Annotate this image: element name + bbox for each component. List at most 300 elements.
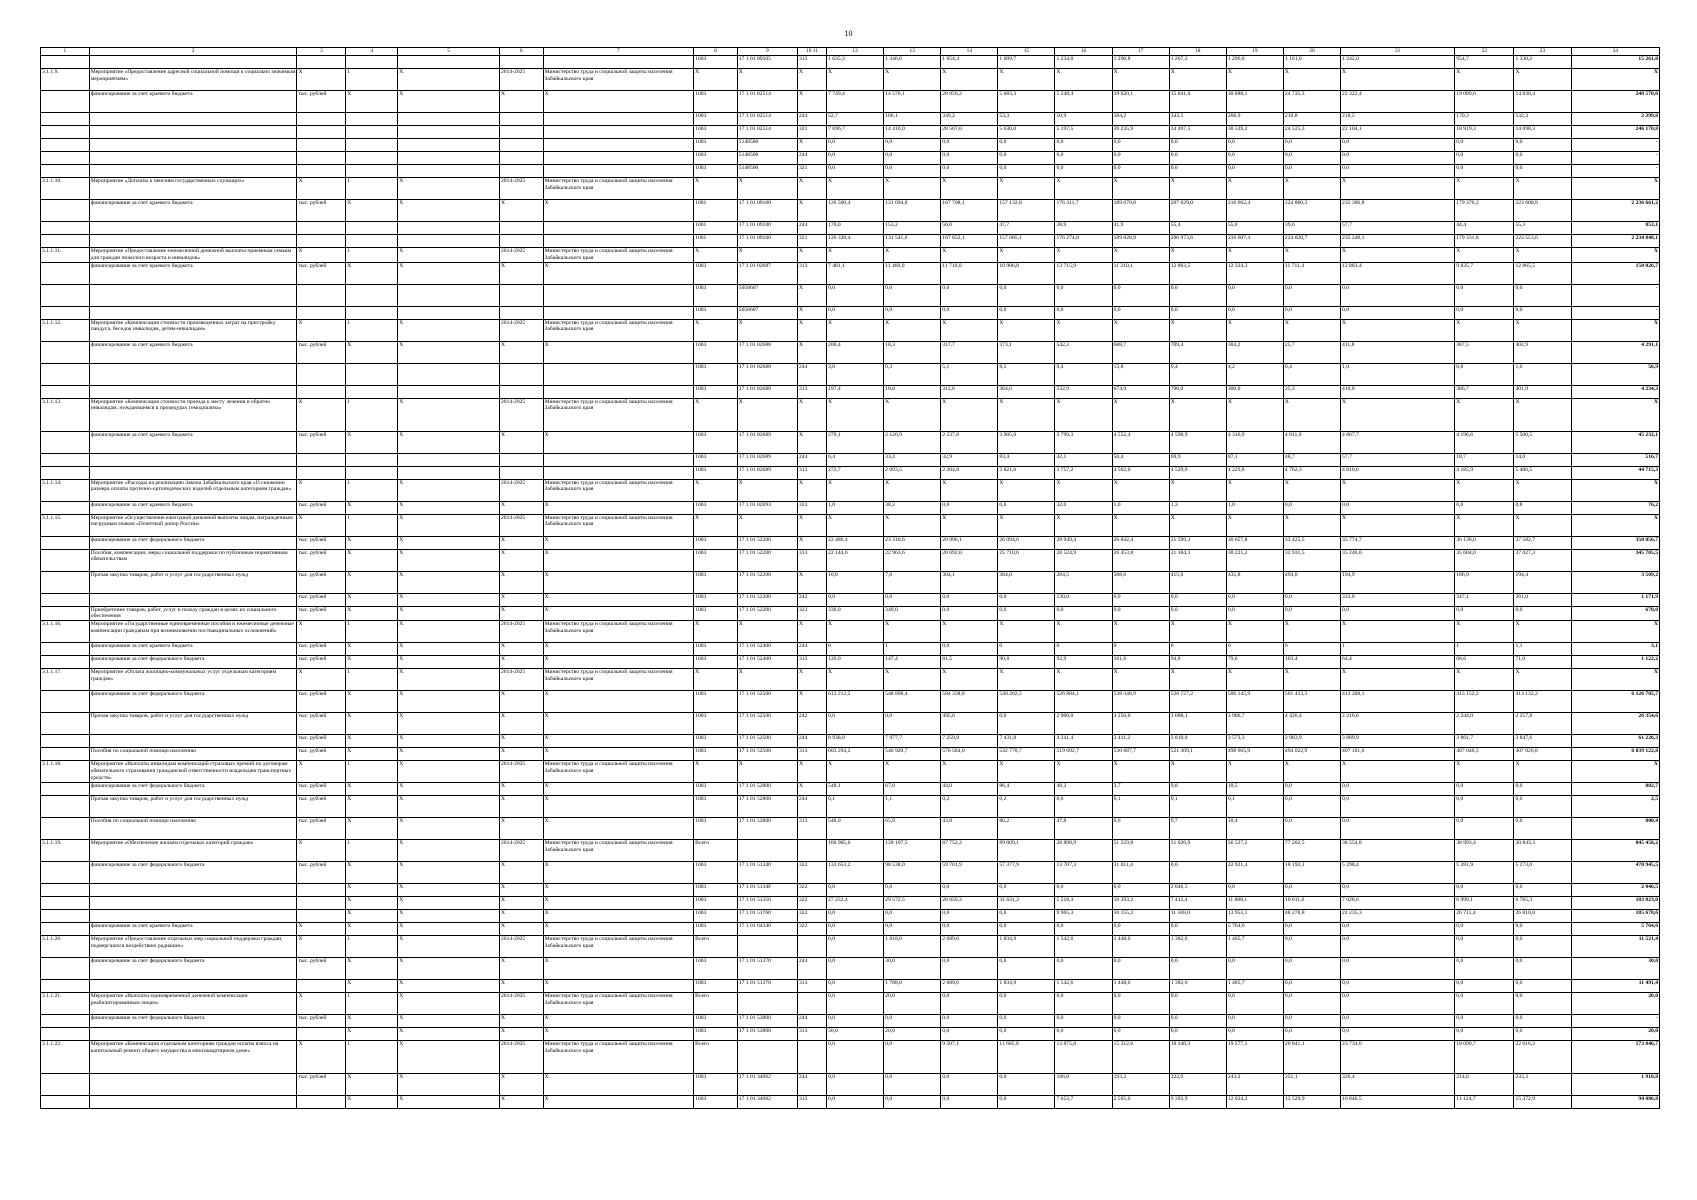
table-cell: 0,0: [998, 501, 1055, 514]
column-number-cell: 22: [1455, 48, 1514, 56]
table-cell: [89, 593, 297, 606]
table-cell: 0,0: [827, 139, 884, 152]
table-cell: 216 662,4: [1226, 200, 1283, 222]
table-cell: Пособия по социальной помощи населению: [89, 748, 297, 761]
table-cell: X: [737, 69, 797, 91]
table-cell: 0: [1226, 643, 1283, 656]
table-cell: 200,4: [827, 341, 884, 363]
table-cell: X: [884, 479, 941, 501]
table-cell: X: [1169, 398, 1226, 431]
table-cell: 0,0: [998, 910, 1055, 923]
table-cell: 244: [797, 958, 826, 980]
table-cell: X: [499, 910, 543, 923]
table-cell: X: [1169, 761, 1226, 783]
table-cell: -: [1571, 139, 1659, 152]
table-cell: X: [398, 1015, 500, 1028]
table-cell: 3 847,6: [1514, 735, 1571, 748]
table-cell: X: [941, 514, 998, 536]
table-cell: 11 460,0: [884, 262, 941, 284]
table-cell: 32,0: [1055, 501, 1112, 514]
table-cell: 521 309,1: [1169, 748, 1226, 761]
table-cell: [499, 466, 543, 479]
table-cell: X: [499, 923, 543, 936]
table-cell: 0,0: [884, 152, 941, 165]
table-cell: [499, 453, 543, 466]
table-cell: X: [1514, 479, 1571, 501]
table-cell: 126 330,4: [827, 235, 884, 248]
table-row: [41, 993, 1660, 1015]
table-cell: [346, 139, 398, 152]
table-cell: 0,0: [827, 1015, 884, 1028]
table-cell: X: [346, 980, 398, 993]
table-cell: 3 810,0: [1169, 735, 1226, 748]
table-cell: [41, 222, 90, 235]
table-cell: 0,0: [1514, 783, 1571, 796]
table-cell: [543, 466, 694, 479]
table-cell: Министерство труда и социальной защиты населения Забайкальского края: [543, 479, 694, 501]
table-cell: Мероприятие «Компенсация стоимости произведенных затрат на пристройку пандуса, беседок инвалидам, детям-инвалидам»: [89, 319, 297, 341]
table-cell: X: [346, 593, 398, 606]
table-cell: 0,0: [1112, 1028, 1169, 1041]
table-cell: 313: [797, 385, 826, 398]
table-cell: Министерство труда и социальной защиты населения Забайкальского края: [543, 761, 694, 783]
table-cell: X: [346, 341, 398, 363]
table-cell: X: [499, 501, 543, 514]
table-cell: Прочая закупка товаров, работ и услуг для государственных нужд: [89, 713, 297, 735]
table-cell: 17 1 01 09100: [737, 235, 797, 248]
table-cell: [346, 235, 398, 248]
table-cell: -: [1571, 1015, 1659, 1028]
table-cell: 1: [884, 643, 941, 656]
table-cell: [41, 796, 90, 818]
column-number-cell: 4: [346, 48, 398, 56]
table-cell: 4 185,9: [1455, 466, 1514, 479]
table-cell: X: [1112, 479, 1169, 501]
table-cell: 0,0: [1169, 923, 1226, 936]
table-cell: 800,4: [1571, 818, 1659, 840]
table-cell: 0,0: [1226, 139, 1283, 152]
table-cell: 0,0: [1226, 884, 1283, 897]
table-cell: [499, 385, 543, 398]
table-cell: 0,0: [1341, 884, 1455, 897]
table-cell: 0,0: [1341, 139, 1455, 152]
table-cell: 540 920,7: [884, 748, 941, 761]
table-cell: X: [346, 748, 398, 761]
table-cell: [41, 549, 90, 571]
table-cell: X: [297, 514, 346, 536]
table-cell: X: [398, 643, 500, 656]
table-cell: 347,1: [1455, 593, 1514, 606]
table-cell: 170,0: [827, 222, 884, 235]
table-cell: X: [1112, 669, 1169, 691]
table-cell: 224 860,3: [1283, 200, 1340, 222]
table-cell: 16 846,5: [1341, 1096, 1455, 1109]
table-cell: 576 584,0: [941, 748, 998, 761]
table-cell: X: [737, 621, 797, 643]
table-cell: 1003: [694, 152, 738, 165]
column-number-cell: 12: [827, 48, 884, 56]
table-cell: 39 235,9: [1112, 126, 1169, 139]
table-cell: X: [346, 923, 398, 936]
table-cell: 36 138,0: [1455, 536, 1514, 549]
table-cell: 0,0: [1341, 783, 1455, 796]
table-cell: 17 1 01 64340: [737, 923, 797, 936]
table-cell: [398, 466, 500, 479]
table-cell: 1003: [694, 453, 738, 466]
table-cell: 3.1.1.13.: [41, 398, 90, 431]
table-cell: 1: [346, 621, 398, 643]
table-cell: 2 257,8: [1514, 713, 1571, 735]
table-cell: 34 497,5: [1169, 126, 1226, 139]
table-cell: X: [1169, 669, 1226, 691]
table-cell: [499, 56, 543, 69]
table-cell: 323: [797, 606, 826, 621]
table-cell: 5 764,6: [1571, 923, 1659, 936]
table-cell: X: [1571, 69, 1659, 91]
table-cell: 1,3: [1169, 501, 1226, 514]
table-cell: 2 216,6: [1341, 713, 1455, 735]
table-cell: [797, 1041, 826, 1074]
table-cell: 0,0: [1226, 1028, 1283, 1041]
table-cell: 0,0: [1341, 958, 1455, 980]
table-cell: 20 996,1: [941, 536, 998, 549]
table-cell: Приобретение товаров, работ, услуг в пользу граждан в целях их социального обеспечения: [89, 606, 297, 621]
table-cell: X: [398, 862, 500, 884]
table-cell: 340,0: [884, 606, 941, 621]
table-cell: 10,4: [1226, 818, 1283, 840]
table-cell: 0,0: [1169, 1015, 1226, 1028]
table-cell: 0,0: [1112, 1015, 1169, 1028]
table-cell: Министерство труда и социальной защиты населения Забайкальского края: [543, 69, 694, 91]
table-cell: 516,7: [1571, 453, 1659, 466]
table-cell: 179 331,8: [1455, 235, 1514, 248]
table-cell: 1: [1455, 643, 1514, 656]
table-cell: [737, 1041, 797, 1074]
table-cell: 30,0: [884, 958, 941, 980]
table-cell: 157 085,1: [998, 235, 1055, 248]
table-cell: 2014-2025: [499, 1041, 543, 1074]
table-cell: X: [1283, 178, 1340, 200]
table-cell: 71,0: [1514, 656, 1571, 669]
table-cell: 2 900,0: [1055, 713, 1112, 735]
table-cell: 89 009,1: [998, 840, 1055, 862]
table-cell: 1 234,0: [1055, 56, 1112, 69]
table-cell: 235 248,1: [1341, 235, 1455, 248]
table-cell: 120,0: [827, 656, 884, 669]
table-cell: X: [827, 248, 884, 263]
table-cell: 38,9: [1055, 222, 1112, 235]
table-cell: 0,0: [1055, 306, 1112, 319]
column-number-cell: 2: [89, 48, 297, 56]
table-cell: 51 559,8: [1112, 840, 1169, 862]
table-cell: финансирование за счет краевого бюджета: [89, 91, 297, 113]
table-cell: X: [797, 341, 826, 363]
table-cell: 170,3: [1455, 113, 1514, 126]
table-cell: 87,1: [1226, 453, 1283, 466]
table-cell: X: [1112, 514, 1169, 536]
table-cell: 17 1 01 82688: [737, 341, 797, 363]
table-cell: X: [1571, 621, 1659, 643]
table-cell: 26 810,8: [1514, 910, 1571, 923]
table-cell: X: [797, 514, 826, 536]
table-cell: [41, 56, 90, 69]
table-cell: 413 208,1: [1341, 691, 1455, 713]
table-cell: 304,1: [941, 571, 998, 593]
table-cell: 14 830,4: [1514, 91, 1571, 113]
table-cell: 0,0: [1169, 152, 1226, 165]
table-cell: 0,0: [1341, 152, 1455, 165]
table-cell: 0,0: [998, 1028, 1055, 1041]
table-cell: 0,0: [941, 165, 998, 178]
table-cell: X: [827, 669, 884, 691]
table-row: [41, 606, 1660, 621]
table-cell: 24 735,3: [1283, 91, 1340, 113]
table-cell: X: [398, 993, 500, 1015]
table-cell: 22 921,4: [1226, 862, 1283, 884]
table-cell: Всего: [694, 936, 738, 958]
table-cell: 1 542,6: [1055, 936, 1112, 958]
table-cell: [499, 113, 543, 126]
table-cell: 0,0: [1514, 606, 1571, 621]
table-cell: 2014-2025: [499, 669, 543, 691]
table-cell: 1: [346, 993, 398, 1015]
table-cell: [41, 363, 90, 385]
table-cell: 1003: [694, 980, 738, 993]
table-cell: X: [398, 248, 500, 263]
table-cell: X: [884, 669, 941, 691]
table-cell: Пособия, компенсации, меры социальной поддержки по публичным нормативным обязательствам: [89, 549, 297, 571]
table-cell: [41, 862, 90, 884]
table-cell: 244: [797, 222, 826, 235]
table-cell: 349,2: [941, 113, 998, 126]
table-cell: 18,0: [884, 385, 941, 398]
table-cell: 954,7: [1455, 56, 1514, 69]
table-cell: X: [1112, 761, 1169, 783]
table-cell: X: [1455, 761, 1514, 783]
table-cell: 0,0: [998, 993, 1055, 1015]
table-cell: X: [694, 514, 738, 536]
table-cell: X: [297, 840, 346, 862]
table-cell: 4 598,9: [1169, 431, 1226, 453]
table-cell: X: [297, 319, 346, 341]
table-cell: X: [499, 897, 543, 910]
table-cell: 9 507,1: [941, 1041, 998, 1074]
table-cell: 10,8: [827, 571, 884, 593]
table-cell: 0,0: [1341, 1015, 1455, 1028]
table-cell: 0,0: [1455, 818, 1514, 840]
table-cell: 4 229,8: [1226, 466, 1283, 479]
table-cell: 0,0: [941, 1096, 998, 1109]
table-cell: 0,0: [827, 936, 884, 958]
table-cell: X: [543, 897, 694, 910]
table-cell: 26 842,4: [1112, 536, 1169, 549]
table-cell: 0,0: [1341, 936, 1455, 958]
table-cell: 0,0: [998, 606, 1055, 621]
table-cell: [543, 126, 694, 139]
table-row: [41, 1096, 1660, 1109]
table-cell: X: [346, 691, 398, 713]
table-row: [41, 796, 1660, 818]
table-cell: тыс. рублей: [297, 501, 346, 514]
table-cell: 7 481,1: [827, 262, 884, 284]
table-cell: 506 145,9: [1226, 691, 1283, 713]
table-cell: 1003: [694, 536, 738, 549]
table-cell: 26 711,4: [1455, 910, 1514, 923]
table-row: [41, 165, 1660, 178]
table-cell: 5148500: [737, 165, 797, 178]
table-cell: 13 715,9: [1055, 262, 1112, 284]
table-cell: [346, 466, 398, 479]
table-cell: 101,6: [1112, 656, 1169, 669]
table-cell: X: [1169, 69, 1226, 91]
table-cell: 25 710,6: [998, 549, 1055, 571]
table-cell: [41, 884, 90, 897]
table-cell: финансирование за счет федерального бюджета: [89, 691, 297, 713]
table-cell: 0,0: [941, 643, 998, 656]
table-cell: тыс. рублей: [297, 691, 346, 713]
table-cell: Мероприятие «Государственные единовременные пособия и ежемесячные денежные компенсации гражданам при возникновении поствакцинальных осложнений»: [89, 621, 297, 643]
table-cell: 612 212,2: [827, 691, 884, 713]
table-cell: [41, 466, 90, 479]
table-cell: [499, 165, 543, 178]
table-cell: [41, 910, 90, 923]
table-cell: 19 277,1: [1226, 1041, 1283, 1074]
table-cell: X: [694, 248, 738, 263]
table-cell: X: [827, 514, 884, 536]
table-cell: 20,0: [884, 1028, 941, 1041]
table-cell: X: [297, 398, 346, 431]
table-cell: 386,7: [1455, 385, 1514, 398]
table-cell: 3 799,3: [1055, 431, 1112, 453]
table-cell: 1 161,0: [1283, 56, 1340, 69]
table-cell: X: [1169, 178, 1226, 200]
table-cell: 312,6: [941, 385, 998, 398]
table-cell: [89, 165, 297, 178]
table-cell: X: [1055, 761, 1112, 783]
table-cell: X: [797, 200, 826, 222]
table-cell: [797, 993, 826, 1015]
table-cell: 0,2: [941, 796, 998, 818]
table-cell: X: [297, 479, 346, 501]
table-cell: 3.1.1.20.: [41, 936, 90, 958]
table-cell: 1 242,0: [1341, 56, 1455, 69]
table-cell: финансирование за счет федерального бюджета: [89, 656, 297, 669]
table-cell: тыс. рублей: [297, 341, 346, 363]
table-cell: 2014-2025: [499, 248, 543, 263]
table-cell: 189 670,8: [1112, 200, 1169, 222]
table-cell: 14,0: [1514, 453, 1571, 466]
table-cell: [398, 385, 500, 398]
table-cell: 147,4: [884, 656, 941, 669]
table-cell: X: [797, 761, 826, 783]
table-cell: 2014-2025: [499, 993, 543, 1015]
table-cell: 1 918,8: [1571, 1074, 1659, 1096]
table-cell: 17 1 01 51370: [737, 980, 797, 993]
table-cell: X: [1455, 248, 1514, 263]
table-cell: 244: [797, 796, 826, 818]
table-cell: 68,6: [1455, 656, 1514, 669]
table-cell: 17 1 01 51340: [737, 862, 797, 884]
table-row: [41, 69, 1660, 91]
table-cell: [346, 284, 398, 306]
table-cell: Мероприятие «Оплата жилищно-коммунальных услуг отдельным категориям граждан»: [89, 669, 297, 691]
table-cell: X: [1283, 514, 1340, 536]
table-cell: 3 861,7: [1455, 735, 1514, 748]
table-cell: [89, 466, 297, 479]
table-cell: [41, 152, 90, 165]
table-cell: 7,0: [884, 571, 941, 593]
table-cell: X: [1455, 621, 1514, 643]
table-cell: X: [499, 748, 543, 761]
table-cell: 1003: [694, 431, 738, 453]
table-cell: 603 294,2: [827, 748, 884, 761]
table-cell: 5 248,4: [1055, 91, 1112, 113]
table-cell: [41, 1096, 90, 1109]
table-cell: X: [1455, 319, 1514, 341]
table-cell: 0,0: [884, 1074, 941, 1096]
table-cell: [41, 453, 90, 466]
table-cell: 19 089,6: [1455, 91, 1514, 113]
table-cell: финансирование за счет федерального бюджета: [89, 958, 297, 980]
table-cell: X: [998, 319, 1055, 341]
table-cell: X: [398, 669, 500, 691]
table-cell: 361,0: [1514, 593, 1571, 606]
table-cell: X: [297, 669, 346, 691]
table-cell: 0,0: [1112, 593, 1169, 606]
table-cell: X: [346, 549, 398, 571]
table-cell: 1 788,0: [884, 980, 941, 993]
table-row: [41, 341, 1660, 363]
table-cell: X: [1226, 479, 1283, 501]
table-cell: X: [297, 993, 346, 1015]
table-cell: 1: [346, 178, 398, 200]
table-cell: X: [543, 606, 694, 621]
table-cell: 37 582,7: [1514, 536, 1571, 549]
table-cell: X: [1571, 761, 1659, 783]
table-cell: 242: [797, 713, 826, 735]
table-cell: 0: [827, 643, 884, 656]
table-cell: X: [346, 1074, 398, 1096]
table-cell: X: [543, 713, 694, 735]
table-cell: X: [543, 1028, 694, 1041]
table-cell: -: [1571, 306, 1659, 319]
table-cell: 18 919,3: [1455, 126, 1514, 139]
table-cell: 4 426,4: [1283, 713, 1340, 735]
table-cell: X: [941, 69, 998, 91]
table-cell: [41, 783, 90, 796]
table-cell: 24 525,3: [1283, 126, 1340, 139]
table-cell: X: [543, 431, 694, 453]
table-cell: 0,0: [1283, 165, 1340, 178]
table-cell: 1: [1341, 643, 1455, 656]
table-cell: X: [998, 479, 1055, 501]
table-cell: 3.1.1.15.: [41, 514, 90, 536]
table-cell: X: [1169, 319, 1226, 341]
table-cell: X: [346, 884, 398, 897]
table-cell: 0,0: [1514, 884, 1571, 897]
table-cell: 709,4: [1169, 341, 1226, 363]
table-cell: -: [1571, 284, 1659, 306]
table-cell: 242: [797, 593, 826, 606]
table-cell: [398, 56, 500, 69]
table-cell: 2 089,6: [941, 936, 998, 958]
table-cell: 2014-2025: [499, 69, 543, 91]
table-cell: финансирование за счет федерального бюджета: [89, 783, 297, 796]
table-cell: X: [1283, 319, 1340, 341]
table-cell: 300,0: [1226, 385, 1283, 398]
table-cell: 28 898,9: [1055, 840, 1112, 862]
table-cell: 22 322,4: [1341, 91, 1455, 113]
